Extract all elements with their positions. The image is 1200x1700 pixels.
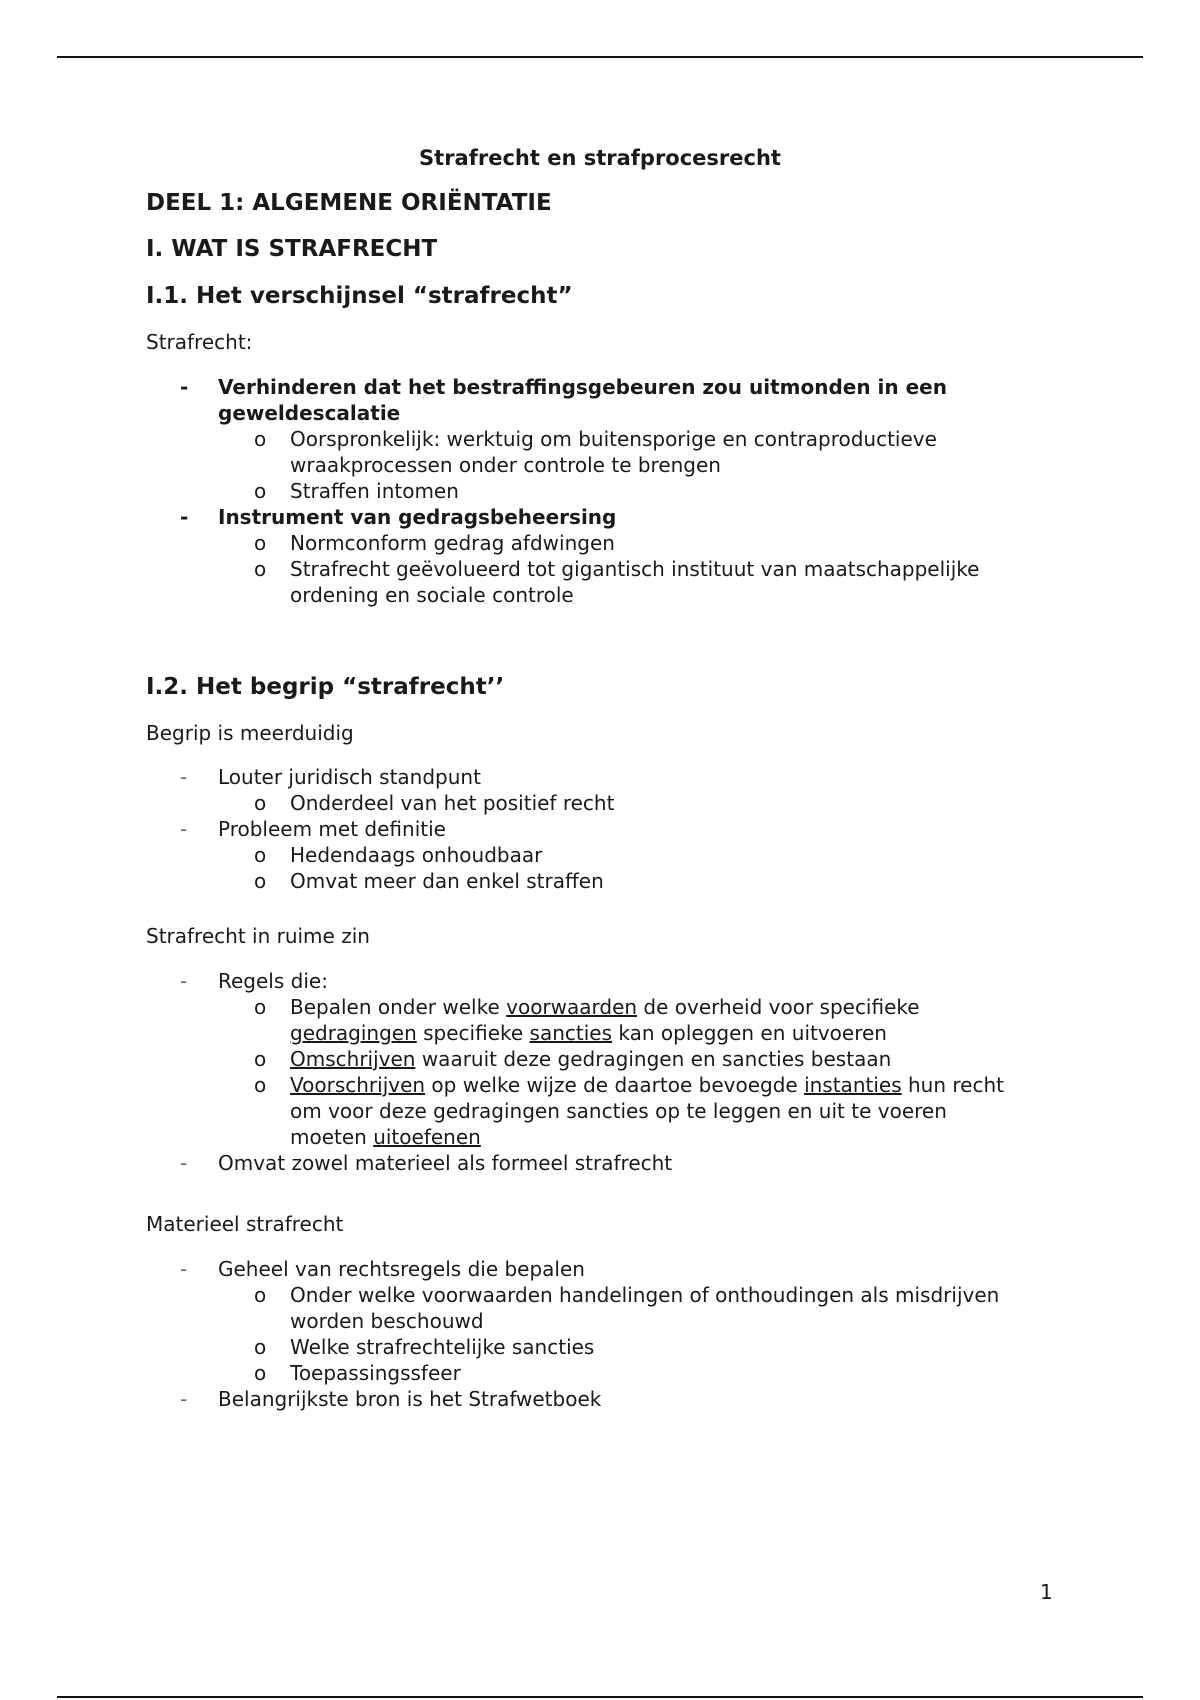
underlined-term: Voorschrijven <box>290 1073 426 1097</box>
underlined-term: voorwaarden <box>506 995 638 1019</box>
section2-list <box>0 764 1038 894</box>
sub-list-item <box>254 842 1020 868</box>
bullet-dash: - <box>180 817 188 841</box>
underlined-term: gedragingen <box>290 1021 417 1045</box>
sub-item-text: Toepassingssfeer <box>290 1361 461 1385</box>
list-item-label: Verhinderen dat het bestraffingsgebeuren zou uitmonden in een geweldescalatie <box>218 375 947 425</box>
bullet-circle: o <box>254 427 267 451</box>
bullet-circle: o <box>254 1335 267 1359</box>
bullet-circle: o <box>254 557 267 581</box>
section2-intro: Begrip is meerduidig <box>146 721 354 745</box>
sub-list-item <box>254 790 1020 816</box>
sub-item-text: Strafrecht geëvolueerd tot gigantisch instituut van maatschappelijke ordening en sociale controle <box>290 557 980 607</box>
bullet-dash: - <box>180 969 188 993</box>
bullet-circle: o <box>254 791 267 815</box>
section-heading-2: I.2. Het begrip “strafrecht’’ <box>146 674 505 700</box>
section-heading-1: I.1. Het verschijnsel “strafrecht” <box>146 283 573 309</box>
footer-rule <box>57 1696 1143 1698</box>
sub-item-text: Omschrijven waaruit deze gedragingen en sancties bestaan <box>290 1047 892 1071</box>
sub-list-item <box>254 530 1020 556</box>
list-item <box>0 1386 1038 1412</box>
sub-item-text: Oorspronkelijk: werktuig om buitensporige en contraproductieve wraakprocessen onder controle te brengen <box>290 427 937 477</box>
list-item <box>0 1150 1038 1176</box>
chapter-heading: I. WAT IS STRAFRECHT <box>146 236 438 262</box>
bullet-dash: - <box>180 505 189 529</box>
bullet-circle: o <box>254 1283 267 1307</box>
page-number: 1 <box>1040 1580 1053 1604</box>
document-title: Strafrecht en strafprocesrecht <box>419 146 781 170</box>
list-item <box>0 374 1038 504</box>
bullet-dash: - <box>180 375 189 399</box>
sub-item-text: Onder welke voorwaarden handelingen of onthoudingen als misdrijven worden beschouwd <box>290 1283 1000 1333</box>
bullet-circle: o <box>254 479 267 503</box>
part-heading: DEEL 1: ALGEMENE ORIËNTATIE <box>146 190 552 216</box>
sub-item-text: Welke strafrechtelijke sancties <box>290 1335 595 1359</box>
bullet-circle: o <box>254 1361 267 1385</box>
sub-item-text: Straffen intomen <box>290 479 459 503</box>
list-item-label: Probleem met definitie <box>218 817 446 841</box>
list-item-label: Regels die: <box>218 969 328 993</box>
bullet-dash: - <box>180 1151 188 1175</box>
bullet-dash: - <box>180 765 188 789</box>
list-item-label: Geheel van rechtsregels die bepalen <box>218 1257 585 1281</box>
list-item <box>0 816 1038 894</box>
sub-list-item <box>254 1360 1020 1386</box>
bullet-circle: o <box>254 843 267 867</box>
sub-list-item <box>254 1072 1020 1150</box>
sub-list-item <box>254 1334 1020 1360</box>
ruime-zin-list <box>0 968 1038 1176</box>
sub-list-item <box>254 1282 1020 1334</box>
sub-list-item <box>254 1046 1020 1072</box>
section1-intro: Strafrecht: <box>146 330 253 354</box>
bullet-circle: o <box>254 531 267 555</box>
list-item-label: Belangrijkste bron is het Strafwetboek <box>218 1387 602 1411</box>
header-rule <box>57 56 1143 58</box>
bullet-circle: o <box>254 995 267 1019</box>
list-item <box>0 1256 1038 1386</box>
list-item-label: Instrument van gedragsbeheersing <box>218 505 617 529</box>
sub-list-item <box>254 556 1020 608</box>
sub-item-text: Onderdeel van het positief recht <box>290 791 615 815</box>
bullet-circle: o <box>254 869 267 893</box>
list-item <box>0 504 1038 608</box>
materieel-list <box>0 1256 1038 1412</box>
sub-list-item <box>254 426 1020 478</box>
bullet-dash: - <box>180 1387 188 1411</box>
list-item <box>0 968 1038 1150</box>
sub-item-text: Normconform gedrag afdwingen <box>290 531 615 555</box>
list-item-label: Omvat zowel materieel als formeel strafrecht <box>218 1151 673 1175</box>
sub-list-item <box>254 478 1020 504</box>
sub-item-text: Omvat meer dan enkel straffen <box>290 869 604 893</box>
bullet-circle: o <box>254 1047 267 1071</box>
underlined-term: Omschrijven <box>290 1047 416 1071</box>
sub-item-text: Bepalen onder welke voorwaarden de overheid voor specifieke gedragingen specifieke sancties kan opleggen en uitvoeren <box>290 995 920 1045</box>
list-item <box>0 764 1038 816</box>
bullet-dash: - <box>180 1257 188 1281</box>
sub-list-item <box>254 868 1020 894</box>
underlined-term: uitoefenen <box>373 1125 481 1149</box>
sub-item-text: Voorschrijven op welke wijze de daartoe bevoegde instanties hun recht om voor deze gedragingen sancties op te leggen en uit te voeren moeten uitoefenen <box>290 1073 1004 1149</box>
materieel-intro: Materieel strafrecht <box>146 1212 344 1236</box>
ruime-zin-intro: Strafrecht in ruime zin <box>146 924 370 948</box>
section1-list <box>0 374 1038 608</box>
sub-list-item <box>254 994 1020 1046</box>
underlined-term: sancties <box>529 1021 613 1045</box>
list-item-label: Louter juridisch standpunt <box>218 765 481 789</box>
sub-item-text: Hedendaags onhoudbaar <box>290 843 543 867</box>
underlined-term: instanties <box>804 1073 902 1097</box>
bullet-circle: o <box>254 1073 267 1097</box>
